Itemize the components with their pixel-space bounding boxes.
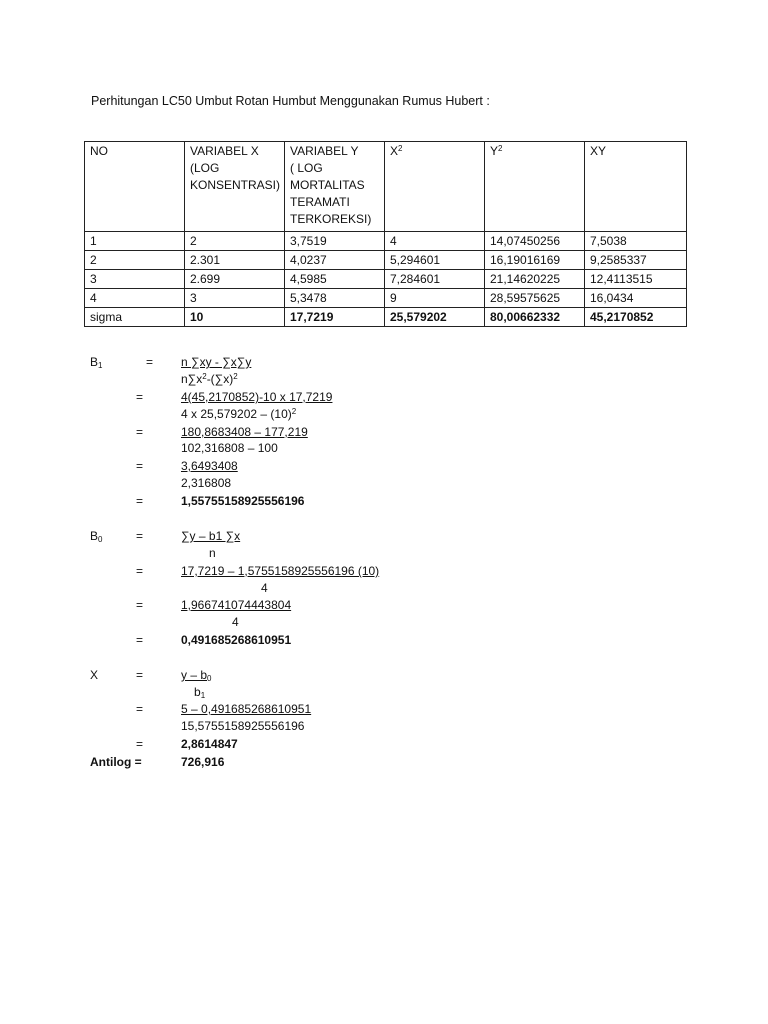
equals-sign: = xyxy=(136,633,144,647)
table-cell: 7,284601 xyxy=(385,270,485,289)
table-cell: 3 xyxy=(185,289,285,308)
equals-sign: = xyxy=(136,529,144,543)
b0-step2-denominator: 4 xyxy=(232,615,239,629)
table-cell: 25,579202 xyxy=(385,308,485,327)
table-cell: 16,19016169 xyxy=(485,251,585,270)
equals-sign: = xyxy=(136,598,144,612)
header-x-squared: $X^2$ xyxy=(385,142,485,232)
b0-step1-numerator: 17,7219 – 1,5755158925556196 (10) xyxy=(181,564,380,578)
b1-step1-numerator: 4(45,2170852)-10 x 17,7219 xyxy=(181,390,333,404)
b0-step2-numerator: 1,966741074443804 xyxy=(181,598,292,612)
header-xy: XY xyxy=(585,142,687,232)
table-cell: 3,7519 xyxy=(285,232,385,251)
table-cell: 21,14620225 xyxy=(485,270,585,289)
b1-step3-denominator: 2,316808 xyxy=(181,476,232,490)
table-cell: 2 xyxy=(85,251,185,270)
table-cell: 4,0237 xyxy=(285,251,385,270)
b1-result: 1,55755158925556196 xyxy=(181,494,305,508)
table-cell: 10 xyxy=(185,308,285,327)
table-cell: sigma xyxy=(85,308,185,327)
table-row xyxy=(85,270,687,289)
table-row xyxy=(85,251,687,270)
b1-step1-denominator: 4 x $25,579202 - (10)^2$ xyxy=(181,407,297,421)
x-step1-numerator: 5 – 0,491685268610951 xyxy=(181,702,312,716)
b1-step2-denominator: 102,316808 – 100 xyxy=(181,441,278,455)
b1-formula-denominator: $n\sum x^2-(\sum x)^2$ xyxy=(181,372,238,386)
table-sum-row xyxy=(85,308,687,327)
table-cell: 2 xyxy=(185,232,285,251)
table-cell: 5,3478 xyxy=(285,289,385,308)
header-no: NO xyxy=(85,142,185,232)
x-formula-denominator: $b_1$ xyxy=(194,685,206,700)
header-variabel-x: VARIABEL X (LOG KONSENTRASI) xyxy=(185,142,285,232)
table-cell: 28,59575625 xyxy=(485,289,585,308)
equals-sign: = xyxy=(136,390,144,404)
equals-sign: = xyxy=(136,425,144,439)
b0-result: 0,491685268610951 xyxy=(181,633,292,647)
x-formula-numerator: y – $b_0$ xyxy=(181,668,212,683)
b0-formula-denominator: n xyxy=(209,546,216,560)
table-cell: 2.301 xyxy=(185,251,285,270)
b1-step2-numerator: 180,8683408 – 177,219 xyxy=(181,425,308,439)
x-label: X xyxy=(90,668,99,682)
b0-step1-denominator: 4 xyxy=(261,581,268,595)
table-cell: 5,294601 xyxy=(385,251,485,270)
table-cell: 45,2170852 xyxy=(585,308,687,327)
table-cell: 1 xyxy=(85,232,185,251)
b0-formula-numerator: ∑y – b1 ∑x xyxy=(181,529,241,543)
b1-step3-numerator: 3,6493408 xyxy=(181,459,238,473)
antilog-label: Antilog = xyxy=(90,755,142,769)
table-cell: 2.699 xyxy=(185,270,285,289)
header-y-squared: $Y^2$ xyxy=(485,142,585,232)
table-row xyxy=(85,232,687,251)
table-cell: 14,07450256 xyxy=(485,232,585,251)
table-cell: 4 xyxy=(85,289,185,308)
table-cell: 9 xyxy=(385,289,485,308)
document-title: Perhitungan LC50 Umbut Rotan Humbut Menggunakan Rumus Hubert : xyxy=(91,94,490,108)
table-cell: 4 xyxy=(385,232,485,251)
equals-sign: = xyxy=(136,737,144,751)
header-variabel-y: VARIABEL Y ( LOG MORTALITAS TERAMATI TERKOREKSI) xyxy=(285,142,385,232)
table-cell: 17,7219 xyxy=(285,308,385,327)
table-cell: 7,5038 xyxy=(585,232,687,251)
b0-label: $B_0$ xyxy=(90,529,103,544)
equals-sign: = xyxy=(146,355,154,369)
b1-formula-numerator: n ∑xy - ∑x∑y xyxy=(181,355,252,369)
equals-sign: = xyxy=(136,564,144,578)
antilog-result: 726,916 xyxy=(181,755,225,769)
table-cell: 4,5985 xyxy=(285,270,385,289)
equals-sign: = xyxy=(136,459,144,473)
b1-label: $B_1$ xyxy=(90,355,103,370)
data-table xyxy=(84,141,687,327)
table-cell: 12,4113515 xyxy=(585,270,687,289)
x-result: 2,8614847 xyxy=(181,737,238,751)
table-cell: 9,2585337 xyxy=(585,251,687,270)
table-header-row xyxy=(85,142,687,232)
table-cell: 3 xyxy=(85,270,185,289)
equals-sign: = xyxy=(136,702,144,716)
table-cell: 80,00662332 xyxy=(485,308,585,327)
table-row xyxy=(85,289,687,308)
equals-sign: = xyxy=(136,668,144,682)
table-cell: 16,0434 xyxy=(585,289,687,308)
equals-sign: = xyxy=(136,494,144,508)
x-step1-denominator: 15,5755158925556196 xyxy=(181,719,305,733)
